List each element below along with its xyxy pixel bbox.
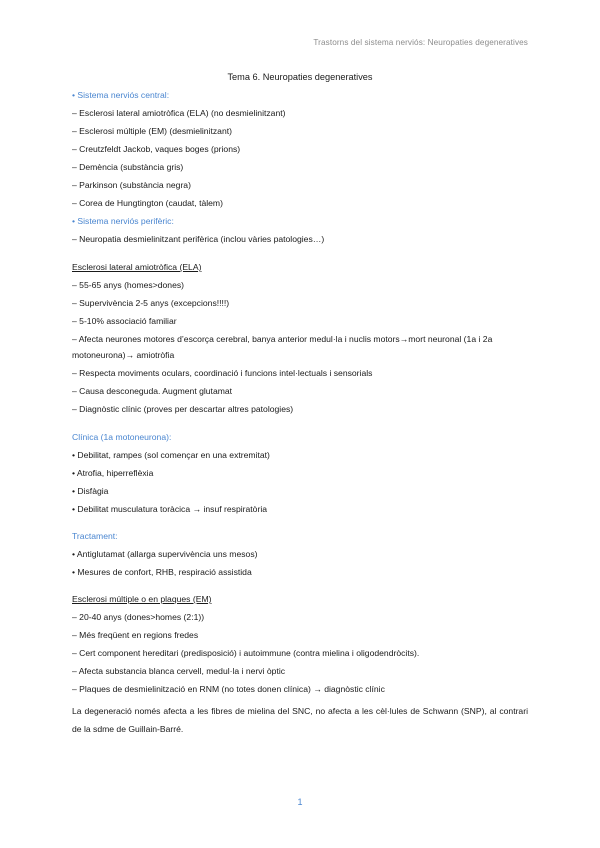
bullet-item: • Mesures de confort, RHB, respiració assistida xyxy=(72,567,252,577)
list-item: – Neuropatia desmielinitzant perifèrica (inclou vàries patologies…) xyxy=(72,234,325,244)
bullet-item: • Debilitat, rampes (sol començar en una extremitat) xyxy=(72,450,270,460)
bullet-item: • Debilitat musculatura toràcica → insuf respiratòria xyxy=(72,504,268,514)
list-item: – Creutzfeldt Jackob, vaques boges (prions) xyxy=(72,144,241,154)
em-paragraph: La degeneració només afecta a les fibres de mielina del SNC, no afecta a les cèl·lules de Schwann (SNP), al contrari de la sdme de Guillain-Barré. xyxy=(72,706,528,734)
clinica-heading: Clínica (1a motoneurona): xyxy=(72,432,172,442)
bullet-item: • Atrofia, hiperreflèxia xyxy=(72,468,154,478)
list-item: – Afecta substancia blanca cervell, medul·la i nervi òptic xyxy=(72,666,286,676)
list-item: – Causa desconeguda. Augment glutamat xyxy=(72,386,233,396)
list-item: – Afecta neurones motores d’escorça cerebral, banya anterior medul·la i nuclis motors→mort neuronal (1a i 2a xyxy=(72,334,493,344)
list-item-continuation: motoneurona)→ amiotròfia xyxy=(72,350,175,360)
snp-heading: • Sistema nerviós perifèric: xyxy=(72,216,174,226)
bullet-item: • Antiglutamat (allarga supervivència uns mesos) xyxy=(72,549,258,559)
running-header: Trastorns del sistema nerviós: Neuropaties degeneratives xyxy=(313,38,528,47)
list-item: – 20-40 anys (dones>homes (2:1)) xyxy=(72,612,205,622)
list-item: – Diagnòstic clínic (proves per descartar altres patologies) xyxy=(72,404,294,414)
list-item: – Cert component hereditari (predisposició) i autoimmune (contra mielina i oligodendròcits). xyxy=(72,648,420,658)
list-item: – 55-65 anys (homes>dones) xyxy=(72,280,185,290)
list-item: – Parkinson (substància negra) xyxy=(72,180,191,190)
list-item: – Esclerosi múltiple (EM) (desmielinitzant) xyxy=(72,126,232,136)
document-body xyxy=(72,72,528,738)
page-number: 1 xyxy=(297,797,303,807)
tractament-heading: Tractament: xyxy=(72,531,118,541)
list-item: – Corea de Hungtington (caudat, tàlem) xyxy=(72,198,223,208)
bullet-item: • Disfàgia xyxy=(72,486,109,496)
list-item: – 5-10% associació familiar xyxy=(72,316,177,326)
page-title: Tema 6. Neuropaties degeneratives xyxy=(227,72,373,82)
list-item: – Plaques de desmielinització en RNM (no totes donen clínica) → diagnòstic clínic xyxy=(72,684,385,694)
list-item: – Supervivència 2-5 anys (excepcions!!!!) xyxy=(72,298,230,308)
em-heading: Esclerosi múltiple o en plaques (EM) xyxy=(72,594,212,604)
snc-heading: • Sistema nerviós central: xyxy=(72,90,170,100)
list-item: – Respecta moviments oculars, coordinació i funcions intel·lectuals i sensorials xyxy=(72,368,373,378)
list-item: – Més freqüent en regions fredes xyxy=(72,630,199,640)
list-item: – Esclerosi lateral amiotròfica (ELA) (no desmielinitzant) xyxy=(72,108,286,118)
ela-heading: Esclerosi lateral amiotròfica (ELA) xyxy=(72,262,202,272)
list-item: – Demència (substància gris) xyxy=(72,162,184,172)
